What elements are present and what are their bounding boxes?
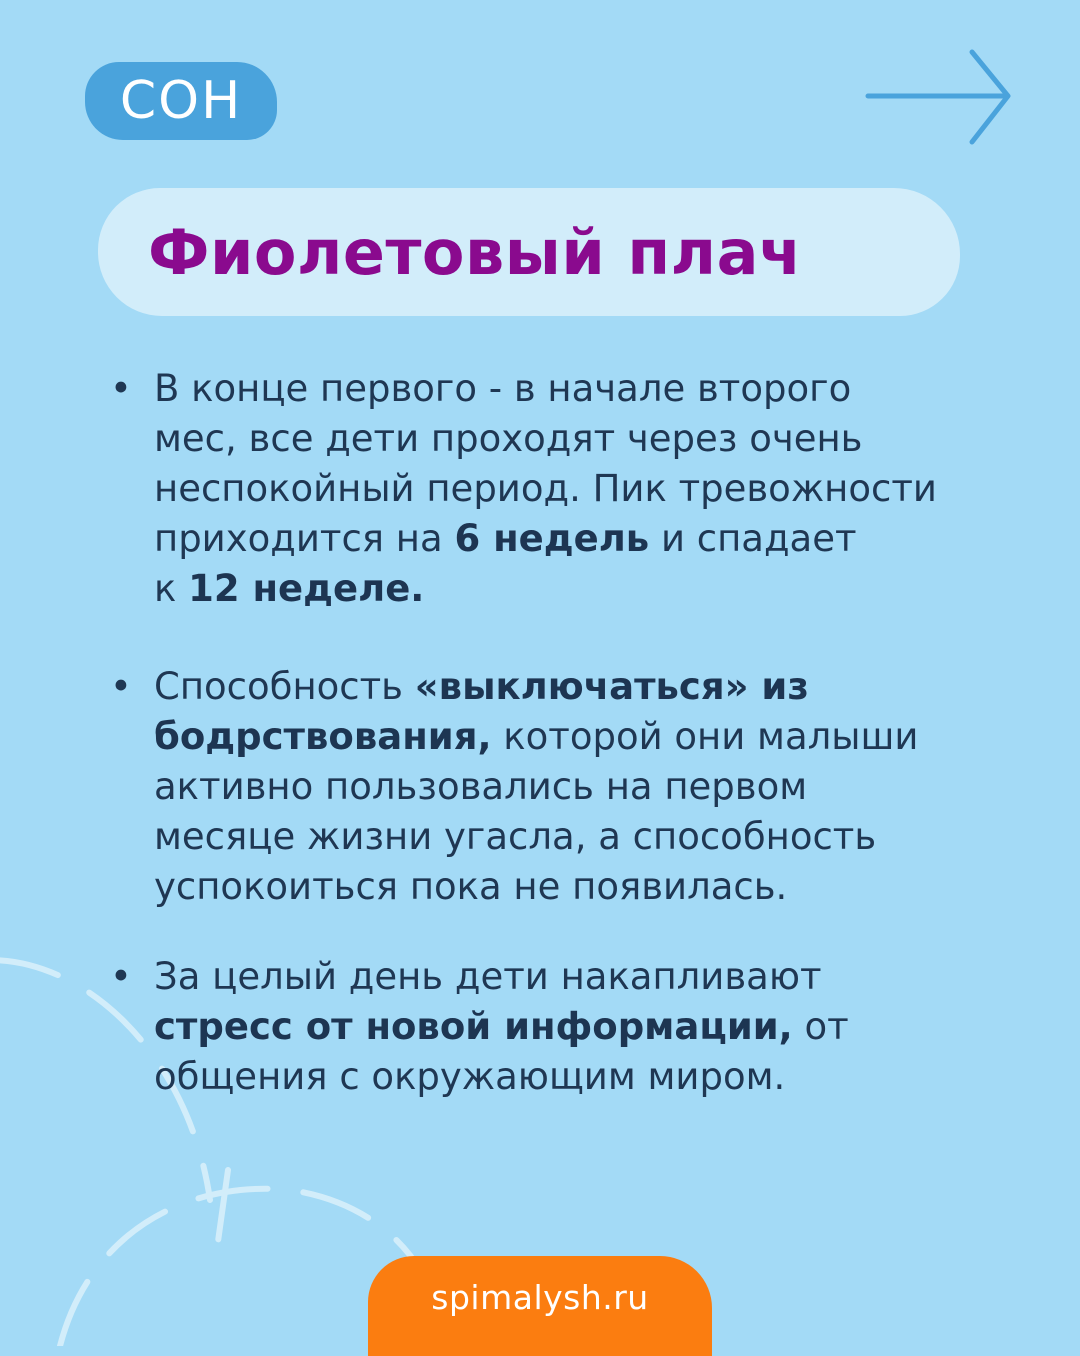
category-tag: СОН: [85, 62, 277, 140]
text: мес, все дети проходят через очень: [154, 417, 863, 460]
text: общения с окружающим миром.: [154, 1055, 786, 1098]
bold-text: «выключаться» из: [414, 665, 809, 708]
bullet-item: [110, 364, 1010, 614]
bullet-line: [154, 712, 1010, 762]
bullet-line: [154, 414, 1010, 464]
bullet-line: [154, 1002, 1010, 1052]
bullet-line: [154, 952, 1010, 1002]
text: которой они малыши: [491, 715, 919, 758]
bullet-line: [154, 812, 1010, 862]
text: успокоиться пока не появилась.: [154, 865, 788, 908]
text: активно пользовались на первом: [154, 765, 808, 808]
text: За целый день дети накапливают: [154, 955, 822, 998]
website-link[interactable]: spimalysh.ru: [431, 1278, 649, 1317]
bullet-line: [154, 762, 1010, 812]
bold-text: стресс от новой информации,: [154, 1005, 793, 1048]
page-title: Фиолетовый плач: [148, 216, 802, 289]
text: месяце жизни угасла, а способность: [154, 815, 877, 858]
text: неспокойный период. Пик тревожности: [154, 467, 937, 510]
website-badge[interactable]: [368, 1256, 712, 1356]
text: Способность: [154, 665, 415, 708]
bold-text: 12 неделе.: [188, 567, 425, 610]
bullet-item: [110, 662, 1010, 912]
bullet-item: [110, 952, 1010, 1102]
bullet-line: [154, 514, 1010, 564]
text: к: [154, 567, 189, 610]
arrow-right-icon[interactable]: [862, 48, 1014, 146]
bullet-line: [154, 1052, 1010, 1102]
bullet-line: [154, 464, 1010, 514]
bullet-line: [154, 662, 1010, 712]
text: В конце первого - в начале второго: [154, 367, 852, 410]
bullet-list: [110, 364, 1010, 1102]
bullet-line: [154, 564, 1010, 614]
text: и спадает: [649, 517, 857, 560]
text: приходится на: [154, 517, 455, 560]
bold-text: бодрствования,: [154, 715, 492, 758]
bullet-line: [154, 862, 1010, 912]
text: от: [792, 1005, 849, 1048]
bullet-line: [154, 364, 1010, 414]
bold-text: 6 недель: [454, 517, 650, 560]
